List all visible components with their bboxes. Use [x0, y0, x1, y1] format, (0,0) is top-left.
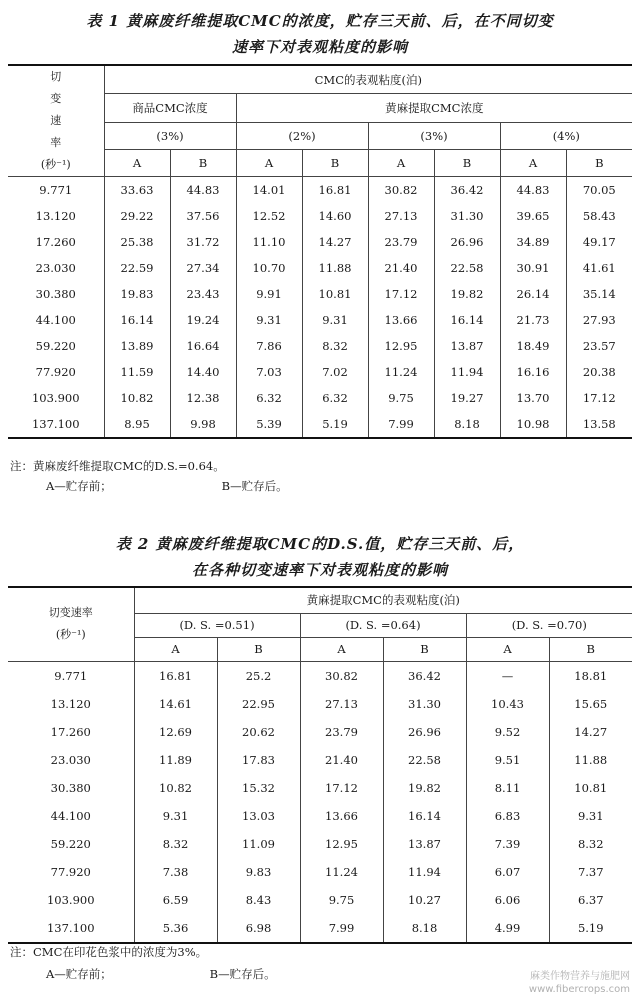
- shear-rate-cell: 17.260: [8, 229, 104, 255]
- table-row: [8, 255, 632, 281]
- viscosity-cell: 31.72: [170, 229, 236, 255]
- legend-b: B—贮存后。: [221, 479, 288, 493]
- viscosity-cell: 9.83: [217, 858, 300, 886]
- table1-caption-line2: 速率下对表观粘度的影响: [231, 38, 408, 56]
- watermark-line1: 麻类作物营养与施肥网: [530, 971, 630, 982]
- viscosity-cell: 5.36: [134, 914, 217, 943]
- viscosity-cell: 41.61: [566, 255, 632, 281]
- table-row: [8, 411, 632, 438]
- sub-header-b: B: [434, 150, 500, 177]
- shear-rate-cell: 137.100: [8, 411, 104, 438]
- table-row: [8, 333, 632, 359]
- viscosity-cell: 31.30: [383, 690, 466, 718]
- viscosity-cell: 36.42: [434, 177, 500, 204]
- shear-rate-cell: 30.380: [8, 774, 134, 802]
- sub-header-a: A: [300, 637, 383, 661]
- table-row: [8, 359, 632, 385]
- table1-commercial-conc: (3%): [104, 123, 236, 150]
- viscosity-cell: 13.66: [368, 307, 434, 333]
- legend-a: A—贮存前；: [46, 479, 112, 493]
- rowhead-char: 率: [50, 136, 62, 149]
- shear-rate-cell: 44.100: [8, 802, 134, 830]
- viscosity-cell: 21.40: [300, 746, 383, 774]
- viscosity-cell: 19.83: [104, 281, 170, 307]
- viscosity-cell: 35.14: [566, 281, 632, 307]
- sub-header-b: B: [170, 150, 236, 177]
- table-row: [8, 774, 632, 802]
- table-row: [8, 858, 632, 886]
- viscosity-cell: 11.94: [434, 359, 500, 385]
- viscosity-cell: 20.62: [217, 718, 300, 746]
- viscosity-cell: 9.75: [300, 886, 383, 914]
- viscosity-cell: 10.70: [236, 255, 302, 281]
- viscosity-cell: 11.09: [217, 830, 300, 858]
- table1-jute-conc-4: (4%): [500, 123, 632, 150]
- sub-header-a: A: [134, 637, 217, 661]
- table1-commercial-label: 商品CMC浓度: [104, 94, 236, 123]
- viscosity-cell: 13.58: [566, 411, 632, 438]
- viscosity-cell: 19.24: [170, 307, 236, 333]
- viscosity-cell: 23.79: [368, 229, 434, 255]
- table1: [8, 64, 632, 439]
- sub-header-b: B: [383, 637, 466, 661]
- viscosity-cell: 14.01: [236, 177, 302, 204]
- viscosity-cell: 58.43: [566, 203, 632, 229]
- shear-rate-cell: 137.100: [8, 914, 134, 943]
- viscosity-cell: 16.81: [134, 661, 217, 690]
- viscosity-cell: 12.95: [300, 830, 383, 858]
- viscosity-cell: 21.40: [368, 255, 434, 281]
- sub-header-b: B: [217, 637, 300, 661]
- table2-note-legend: [46, 966, 276, 982]
- viscosity-cell: 39.65: [500, 203, 566, 229]
- shear-rate-cell: 77.920: [8, 858, 134, 886]
- table-row: [8, 385, 632, 411]
- viscosity-cell: 31.30: [434, 203, 500, 229]
- table-row: [8, 661, 632, 690]
- viscosity-cell: 25.2: [217, 661, 300, 690]
- table1-note-line1: 注：黄麻废纤维提取CMC的D.S.=0.64。: [10, 459, 225, 473]
- table-row: [8, 177, 632, 204]
- legend-a: A—贮存前；: [46, 967, 112, 981]
- viscosity-cell: 9.52: [466, 718, 549, 746]
- viscosity-cell: 18.49: [500, 333, 566, 359]
- shear-rate-cell: 77.920: [8, 359, 104, 385]
- viscosity-cell: 16.14: [434, 307, 500, 333]
- viscosity-cell: 44.83: [170, 177, 236, 204]
- viscosity-cell: 27.93: [566, 307, 632, 333]
- viscosity-cell: 27.34: [170, 255, 236, 281]
- viscosity-cell: 9.31: [549, 802, 632, 830]
- table-row: [8, 203, 632, 229]
- table2-note: [10, 944, 207, 960]
- table1-jute-conc-3: (3%): [368, 123, 500, 150]
- shear-rate-cell: 30.380: [8, 281, 104, 307]
- shear-rate-cell: 103.900: [8, 886, 134, 914]
- viscosity-cell: 6.98: [217, 914, 300, 943]
- viscosity-cell: 22.95: [217, 690, 300, 718]
- shear-rate-cell: 13.120: [8, 690, 134, 718]
- viscosity-cell: 8.18: [383, 914, 466, 943]
- viscosity-cell: 9.91: [236, 281, 302, 307]
- shear-rate-cell: 13.120: [8, 203, 104, 229]
- viscosity-cell: 30.91: [500, 255, 566, 281]
- viscosity-cell: 13.66: [300, 802, 383, 830]
- rowhead-line: (秒⁻¹): [55, 628, 86, 642]
- viscosity-cell: 36.42: [383, 661, 466, 690]
- viscosity-cell: 11.94: [383, 858, 466, 886]
- viscosity-cell: 30.82: [368, 177, 434, 204]
- viscosity-cell: 14.61: [134, 690, 217, 718]
- viscosity-cell: 9.31: [302, 307, 368, 333]
- rowhead-char: (秒⁻¹): [40, 158, 71, 171]
- viscosity-cell: 12.38: [170, 385, 236, 411]
- table2-ds-051: (D. S. =0.51): [134, 613, 300, 637]
- rowhead-char: 变: [50, 92, 62, 105]
- viscosity-cell: 29.22: [104, 203, 170, 229]
- table-row: [8, 690, 632, 718]
- viscosity-cell: 15.65: [549, 690, 632, 718]
- viscosity-cell: 8.43: [217, 886, 300, 914]
- watermark: [529, 970, 630, 996]
- viscosity-cell: 21.73: [500, 307, 566, 333]
- viscosity-cell: 11.89: [134, 746, 217, 774]
- shear-rate-cell: 44.100: [8, 307, 104, 333]
- table-row: [8, 802, 632, 830]
- viscosity-cell: 11.59: [104, 359, 170, 385]
- viscosity-cell: 9.98: [170, 411, 236, 438]
- viscosity-cell: 16.14: [104, 307, 170, 333]
- shear-rate-cell: 59.220: [8, 830, 134, 858]
- viscosity-cell: 70.05: [566, 177, 632, 204]
- table-row: [8, 830, 632, 858]
- viscosity-cell: 16.81: [302, 177, 368, 204]
- viscosity-cell: 27.13: [368, 203, 434, 229]
- viscosity-cell: 27.13: [300, 690, 383, 718]
- watermark-line2: www.fibercrops.com: [528, 984, 630, 995]
- viscosity-cell: 6.07: [466, 858, 549, 886]
- viscosity-cell: 8.18: [434, 411, 500, 438]
- viscosity-cell: 9.75: [368, 385, 434, 411]
- viscosity-cell: 18.81: [549, 661, 632, 690]
- viscosity-cell: 10.82: [134, 774, 217, 802]
- viscosity-cell: 17.83: [217, 746, 300, 774]
- table2-note-line1: 注：CMC在印花色浆中的浓度为3%。: [10, 945, 208, 959]
- viscosity-cell: 12.95: [368, 333, 434, 359]
- viscosity-cell: 23.57: [566, 333, 632, 359]
- viscosity-cell: 9.31: [134, 802, 217, 830]
- viscosity-cell: 11.88: [302, 255, 368, 281]
- table-row: [8, 281, 632, 307]
- viscosity-cell: 8.11: [466, 774, 549, 802]
- shear-rate-cell: 17.260: [8, 718, 134, 746]
- table1-viscosity-header: CMC的表观粘度(泊): [104, 65, 632, 94]
- table2-rowhead: [8, 587, 134, 661]
- viscosity-cell: 33.63: [104, 177, 170, 204]
- viscosity-cell: 7.99: [300, 914, 383, 943]
- sub-header-a: A: [500, 150, 566, 177]
- viscosity-cell: 5.39: [236, 411, 302, 438]
- viscosity-cell: 7.38: [134, 858, 217, 886]
- viscosity-cell: 11.24: [300, 858, 383, 886]
- viscosity-cell: 16.14: [383, 802, 466, 830]
- shear-rate-cell: 59.220: [8, 333, 104, 359]
- table-row: [8, 914, 632, 943]
- viscosity-cell: 10.27: [383, 886, 466, 914]
- viscosity-cell: 5.19: [549, 914, 632, 943]
- table1-body: [8, 177, 632, 439]
- viscosity-cell: 25.38: [104, 229, 170, 255]
- viscosity-cell: 26.96: [434, 229, 500, 255]
- sub-header-b: B: [549, 637, 632, 661]
- viscosity-cell: 8.32: [302, 333, 368, 359]
- viscosity-cell: 22.59: [104, 255, 170, 281]
- viscosity-cell: 44.83: [500, 177, 566, 204]
- viscosity-cell: 13.87: [434, 333, 500, 359]
- viscosity-cell: 26.14: [500, 281, 566, 307]
- table2-body: [8, 661, 632, 943]
- viscosity-cell: 19.27: [434, 385, 500, 411]
- viscosity-cell: 10.81: [549, 774, 632, 802]
- table-row: [8, 307, 632, 333]
- viscosity-cell: 23.79: [300, 718, 383, 746]
- viscosity-cell: 13.03: [217, 802, 300, 830]
- sub-header-a: A: [104, 150, 170, 177]
- table2-viscosity-header: 黄麻提取CMC的表观粘度(泊): [134, 587, 632, 613]
- viscosity-cell: 7.39: [466, 830, 549, 858]
- viscosity-cell: 6.37: [549, 886, 632, 914]
- viscosity-cell: 17.12: [368, 281, 434, 307]
- viscosity-cell: 10.81: [302, 281, 368, 307]
- viscosity-cell: 7.99: [368, 411, 434, 438]
- shear-rate-cell: 103.900: [8, 385, 104, 411]
- viscosity-cell: 10.82: [104, 385, 170, 411]
- viscosity-cell: 6.32: [302, 385, 368, 411]
- sub-header-b: B: [302, 150, 368, 177]
- viscosity-cell: 11.24: [368, 359, 434, 385]
- viscosity-cell: 16.16: [500, 359, 566, 385]
- viscosity-cell: 6.83: [466, 802, 549, 830]
- viscosity-cell: 26.96: [383, 718, 466, 746]
- rowhead-char: 切: [50, 70, 62, 83]
- viscosity-cell: 19.82: [434, 281, 500, 307]
- viscosity-cell: 14.27: [302, 229, 368, 255]
- viscosity-cell: 23.43: [170, 281, 236, 307]
- viscosity-cell: 11.10: [236, 229, 302, 255]
- table2-ds-064: (D. S. =0.64): [300, 613, 466, 637]
- viscosity-cell: 19.82: [383, 774, 466, 802]
- viscosity-cell: 15.32: [217, 774, 300, 802]
- viscosity-cell: 6.06: [466, 886, 549, 914]
- table-row: [8, 746, 632, 774]
- table1-note: [10, 458, 225, 474]
- viscosity-cell: 13.87: [383, 830, 466, 858]
- shear-rate-cell: 9.771: [8, 177, 104, 204]
- sub-header-a: A: [236, 150, 302, 177]
- table2: [8, 586, 632, 944]
- viscosity-cell: 4.99: [466, 914, 549, 943]
- viscosity-cell: 30.82: [300, 661, 383, 690]
- viscosity-cell: 14.60: [302, 203, 368, 229]
- viscosity-cell: 22.58: [383, 746, 466, 774]
- viscosity-cell: 22.58: [434, 255, 500, 281]
- viscosity-cell: 6.32: [236, 385, 302, 411]
- shear-rate-cell: 9.771: [8, 661, 134, 690]
- viscosity-cell: 34.89: [500, 229, 566, 255]
- viscosity-cell: 5.19: [302, 411, 368, 438]
- sub-header-a: A: [368, 150, 434, 177]
- viscosity-cell: 49.17: [566, 229, 632, 255]
- viscosity-cell: 7.37: [549, 858, 632, 886]
- viscosity-cell: 8.32: [549, 830, 632, 858]
- viscosity-cell: 10.98: [500, 411, 566, 438]
- table-row: [8, 886, 632, 914]
- viscosity-cell: 10.43: [466, 690, 549, 718]
- viscosity-cell: 9.31: [236, 307, 302, 333]
- viscosity-cell: 20.38: [566, 359, 632, 385]
- viscosity-cell: 7.03: [236, 359, 302, 385]
- shear-rate-cell: 23.030: [8, 255, 104, 281]
- viscosity-cell: 7.86: [236, 333, 302, 359]
- table1-jute-conc-2: (2%): [236, 123, 368, 150]
- viscosity-cell: 12.69: [134, 718, 217, 746]
- shear-rate-cell: 23.030: [8, 746, 134, 774]
- viscosity-cell: 6.59: [134, 886, 217, 914]
- table1-rowhead: [8, 65, 104, 177]
- sub-header-a: A: [466, 637, 549, 661]
- rowhead-line: 切变速率: [48, 606, 93, 620]
- viscosity-cell: 37.56: [170, 203, 236, 229]
- sub-header-b: B: [566, 150, 632, 177]
- table1-note-legend: [46, 478, 288, 494]
- viscosity-cell: 14.40: [170, 359, 236, 385]
- viscosity-cell: 17.12: [566, 385, 632, 411]
- table-row: [8, 718, 632, 746]
- table-row: [8, 229, 632, 255]
- table2-caption-line1: 表 2 黄麻废纤维提取CMC的D.S.值，贮存三天前、后，: [115, 535, 525, 553]
- viscosity-cell: 11.88: [549, 746, 632, 774]
- viscosity-cell: 9.51: [466, 746, 549, 774]
- table1-caption-line1: 表 1 黄麻废纤维提取CMC的浓度，贮存三天前、后，在不同切变: [86, 12, 554, 30]
- viscosity-cell: 8.95: [104, 411, 170, 438]
- table2-ds-070: (D. S. =0.70): [466, 613, 632, 637]
- rowhead-char: 速: [50, 114, 62, 127]
- table2-caption-line2: 在各种切变速率下对表观粘度的影响: [191, 561, 448, 579]
- viscosity-cell: 17.12: [300, 774, 383, 802]
- viscosity-cell: —: [466, 661, 549, 690]
- viscosity-cell: 7.02: [302, 359, 368, 385]
- legend-b: B—贮存后。: [209, 967, 276, 981]
- viscosity-cell: 13.89: [104, 333, 170, 359]
- table1-jute-label: 黄麻提取CMC浓度: [236, 94, 632, 123]
- viscosity-cell: 14.27: [549, 718, 632, 746]
- viscosity-cell: 8.32: [134, 830, 217, 858]
- viscosity-cell: 13.70: [500, 385, 566, 411]
- viscosity-cell: 16.64: [170, 333, 236, 359]
- viscosity-cell: 12.52: [236, 203, 302, 229]
